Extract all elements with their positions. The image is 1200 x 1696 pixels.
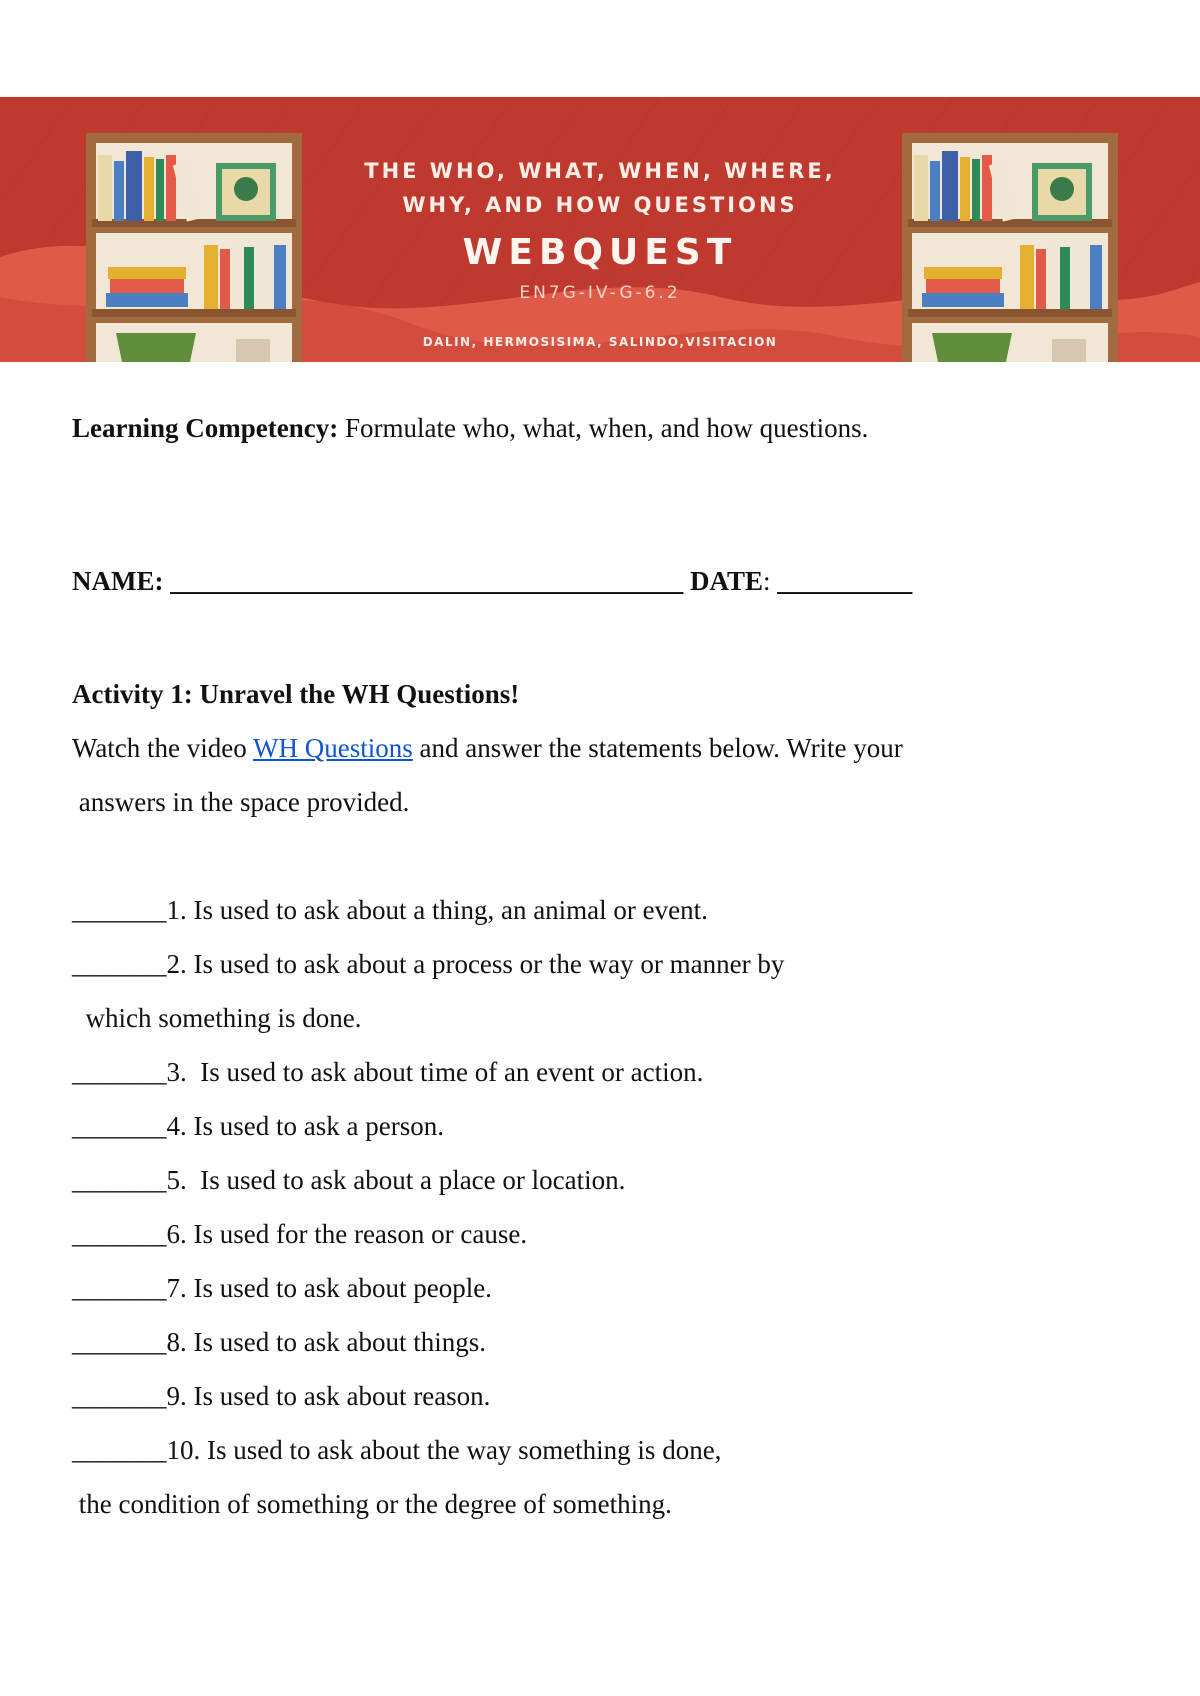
question-item-5: _______5. Is used to ask about a place or location. [72,1165,626,1195]
activity-title-text: Activity 1: Unravel the WH Questions! [72,679,520,709]
question-item-3: _______3. Is used to ask about time of an event or action. [72,1057,704,1087]
question-item-1: _______1. Is used to ask about a thing, an animal or event. [72,895,708,925]
banner-title-line1: THE WHO, WHAT, WHEN, WHERE, [364,159,836,183]
wh-questions-video-link[interactable]: WH Questions [253,733,413,763]
question-item-4: _______4. Is used to ask a person. [72,1111,444,1141]
banner-heading: WEBQUEST [462,232,738,273]
date-colon: : [763,566,778,596]
question-item-7: _______7. Is used to ask about people. [72,1273,492,1303]
banner-authors: DALIN, HERMOSISIMA, SALINDO,VISITACION [422,335,778,349]
bookshelf-right-illustration [902,133,1118,362]
activity-title [72,681,519,708]
question-item-2-continued: which something is done. [72,1003,362,1033]
question-item-10: _______10. Is used to ask about the way something is done, [72,1435,722,1465]
question-item-6: _______6. Is used for the reason or cause. [72,1219,528,1249]
activity-instructions-line2: answers in the space provided. [72,787,410,817]
header-banner [0,97,1200,362]
date-label: DATE [683,566,763,596]
banner-code: EN7G-IV-G-6.2 [519,283,681,303]
instructions-text-after: and answer the statements below. Write your [412,733,903,763]
competency-label: Learning Competency: [72,413,339,443]
question-item-9: _______9. Is used to ask about reason. [72,1381,491,1411]
date-blank[interactable]: __________ [777,566,913,596]
competency-text: Formulate who, what, when, and how questions. [338,413,869,443]
bookshelf-left-illustration [86,133,302,362]
instructions-text-before: Watch the video [72,733,254,763]
name-label: NAME: [72,566,171,596]
name-date-row [72,568,912,595]
learning-competency [72,415,868,442]
banner-title-line2: WHY, AND HOW QUESTIONS [402,193,798,217]
question-item-10-continued: the condition of something or the degree of something. [72,1489,672,1519]
question-item-8: _______8. Is used to ask about things. [72,1327,486,1357]
question-item-2: _______2. Is used to ask about a process or the way or manner by [72,949,785,979]
activity-instructions [72,735,903,762]
name-blank[interactable]: ______________________________________ [170,566,684,596]
